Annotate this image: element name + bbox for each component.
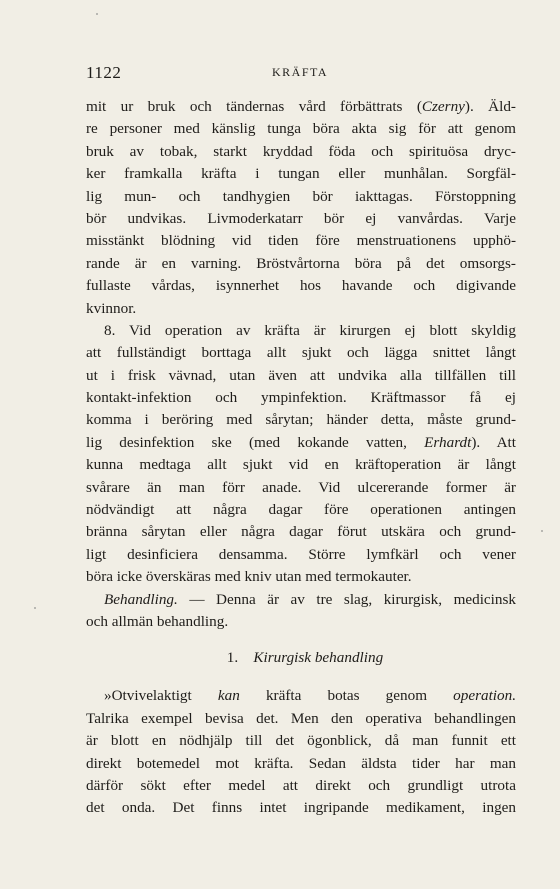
text-line: misstänkt blödning vid tiden före menstruationens upphö- xyxy=(86,232,516,250)
text-line: re personer med känslig tunga böra akta sig för att genom xyxy=(86,120,516,138)
page-header xyxy=(86,63,516,87)
text-line: lig desinfektion ske (med kokande vatten, Erhardt). Att xyxy=(86,433,516,451)
text-line: bränna sårytan eller några dagar förut utskära och grund- xyxy=(86,523,516,541)
text-line: därför sökt efter medel att direkt och grundligt utrota xyxy=(86,776,516,794)
text-line: kunna medtaga allt sjukt vid en kräftoperation är långt xyxy=(86,456,516,474)
text-line: direkt botemedel mot kräfta. Sedan äldsta tider har man xyxy=(86,754,516,772)
text-line: mit ur bruk och tändernas vård förbättrats (Czerny). Äld- xyxy=(86,98,516,115)
text-line: ker framkalla kräfta i tungan eller munhålan. Sorgfäl- xyxy=(86,165,516,183)
text-line: komma i beröring med sårytan; händer detta, måste grund- xyxy=(86,411,516,429)
text-line: kontakt-infektion och ympinfektion. Kräftmassor få ej xyxy=(86,389,516,407)
body-text xyxy=(86,96,516,820)
section-heading xyxy=(86,641,516,675)
text-line: är blott en nödhjälp till det ögonblick, då man funnit ett xyxy=(86,732,516,750)
paper-speck xyxy=(541,530,543,532)
text-line: »Otvivelaktigt kan kräfta botas genom operation. xyxy=(104,687,516,705)
text-line: svårare än man förr anade. Vid ulcererande former är xyxy=(86,478,516,496)
paper-speck xyxy=(96,13,98,15)
text-line: kvinnor. xyxy=(86,299,137,317)
text-line: nödvändigt att några dagar före operationen antingen xyxy=(86,501,516,519)
text-line: och allmän behandling. xyxy=(86,612,229,630)
section-title: Kirurgisk behandling xyxy=(253,649,384,667)
text-line: 8. Vid operation av kräfta är kirurgen ej blott skyldig xyxy=(104,321,516,339)
paper-speck xyxy=(34,607,36,609)
text-line: det onda. Det finns intet ingripande medikament, ingen xyxy=(86,799,516,817)
page-number: 1122 xyxy=(86,63,122,82)
text-line: lig mun- och tandhygien bör iakttagas. Förstoppning xyxy=(86,187,516,205)
running-head: KRÄFTA xyxy=(272,65,329,79)
text-line: Behandling. — Denna är av tre slag, kirurgisk, medicinsk xyxy=(104,590,516,608)
text-line: Talrika exempel bevisa det. Men den operativa behandlingen xyxy=(86,709,516,727)
text-line: böra icke överskäras med kniv utan med termokauter. xyxy=(86,568,412,586)
text-line: bör undvikas. Livmoderkatarr bör ej vanvårdas. Varje xyxy=(86,209,516,227)
text-line: bruk av tobak, starkt kryddad föda och spirituösa dryc- xyxy=(86,142,516,160)
text-line: fullaste vårdas, isynnerhet hos havande och digivande xyxy=(86,277,516,295)
text-line: ut i frisk vävnad, utan även att undvika alla tillfällen till xyxy=(86,366,516,384)
text-line: ligt desinficiera densamma. Större lymfkärl och vener xyxy=(86,545,516,563)
text-line: att fullständigt borttaga allt sjukt och lägga snittet långt xyxy=(86,344,516,362)
text-line: rande är en varning. Bröstvårtorna böra på det omsorgs- xyxy=(86,254,516,272)
section-number: 1. xyxy=(226,649,239,667)
